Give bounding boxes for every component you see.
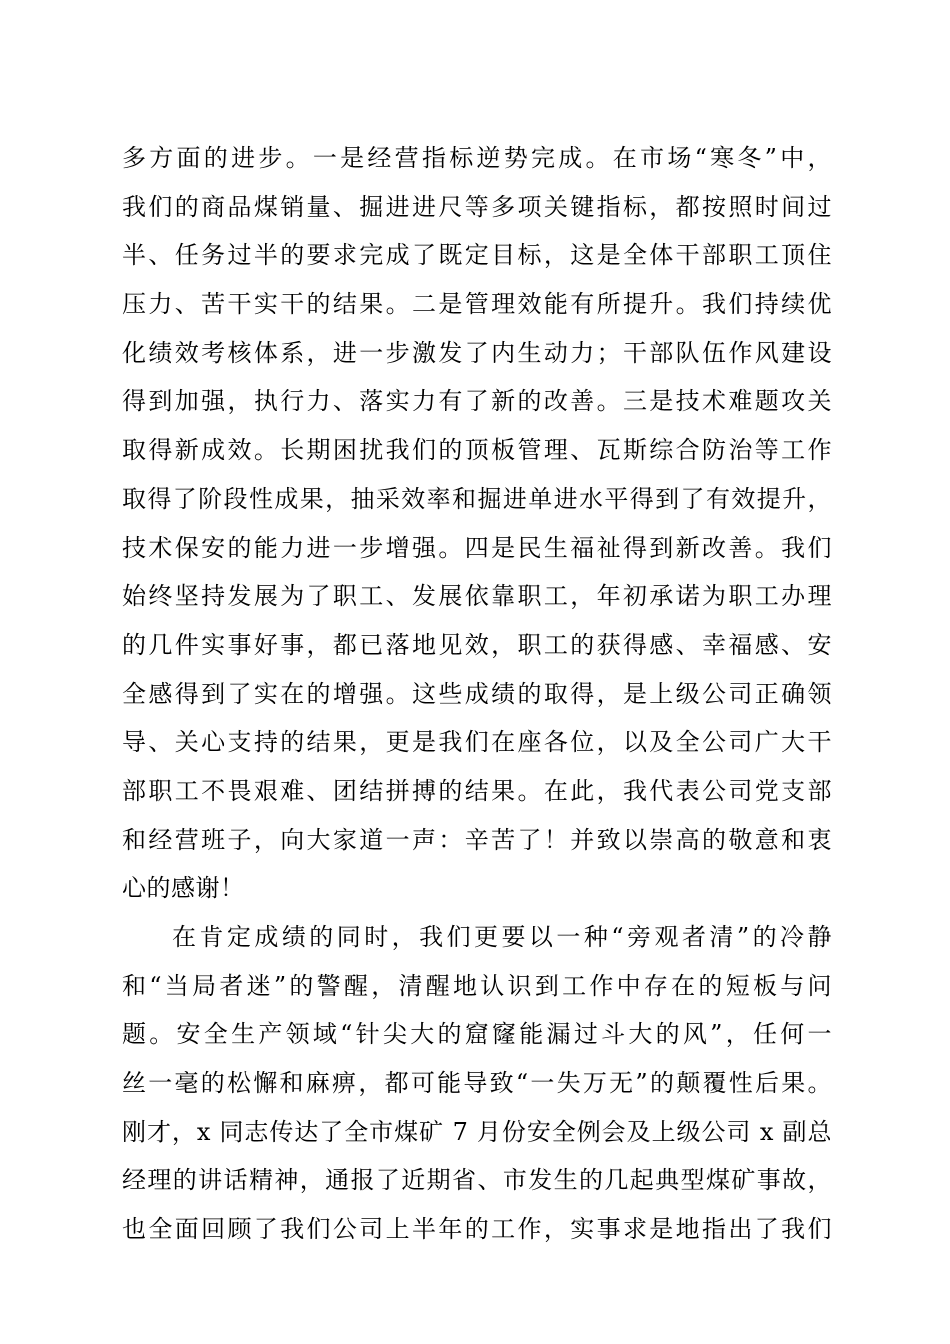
text-line: 部职工不畏艰难、团结拼搏的结果。在此，我代表公司党支部 <box>122 776 832 805</box>
text-line: 取得新成效。长期困扰我们的顶板管理、瓦斯综合防治等工作 <box>122 436 832 465</box>
text-line: 和经营班子，向大家道一声：辛苦了！并致以崇高的敬意和衷 <box>122 825 832 854</box>
text-line: 在肯定成绩的同时，我们更要以一种“旁观者清”的冷静 <box>172 923 832 951</box>
text-line: 导、关心支持的结果，更是我们在座各位，以及全公司广大干 <box>122 728 832 757</box>
text-line: 心的感谢！ <box>122 874 245 903</box>
paragraph-2 <box>122 913 832 1254</box>
text-line: 得到加强，执行力、落实力有了新的改善。三是技术难题攻关 <box>122 387 832 416</box>
document-body <box>122 134 832 1254</box>
text-line: 题。安全生产领域“针尖大的窟窿能漏过斗大的风”，任何一 <box>122 1020 832 1049</box>
text-line: 化绩效考核体系，进一步激发了内生动力；干部队伍作风建设 <box>122 338 832 367</box>
text-line: 技术保安的能力进一步增强。四是民生福祉得到新改善。我们 <box>122 533 832 562</box>
text-line: 也全面回顾了我们公司上半年的工作，实事求是地指出了我们 <box>122 1215 832 1244</box>
text-line: 我们的商品煤销量、掘进进尺等多项关键指标，都按照时间过 <box>122 192 832 221</box>
text-line: 压力、苦干实干的结果。二是管理效能有所提升。我们持续优 <box>122 290 832 319</box>
text-line: 全感得到了实在的增强。这些成绩的取得，是上级公司正确领 <box>122 679 832 708</box>
text-line: 始终坚持发展为了职工、发展依靠职工，年初承诺为职工办理 <box>122 582 832 611</box>
text-line: 取得了阶段性成果，抽采效率和掘进单进水平得到了有效提升， <box>122 484 832 513</box>
text-line: 半、任务过半的要求完成了既定目标，这是全体干部职工顶住 <box>122 241 832 270</box>
text-line: 刚才，x 同志传达了全市煤矿 7 月份安全例会及上级公司 x 副总 <box>122 1117 832 1146</box>
text-line: 丝一毫的松懈和麻痹，都可能导致“一失万无”的颠覆性后果。 <box>122 1069 832 1098</box>
text-line: 经理的讲话精神，通报了近期省、市发生的几起典型煤矿事故， <box>122 1166 832 1195</box>
text-line: 的几件实事好事，都已落地见效，职工的获得感、幸福感、安 <box>122 630 832 659</box>
text-line: 多方面的进步。一是经营指标逆势完成。在市场“寒冬”中， <box>122 144 832 172</box>
text-line: 和“当局者迷”的警醒，清醒地认识到工作中存在的短板与问 <box>122 971 832 1000</box>
paragraph-1 <box>122 134 832 913</box>
